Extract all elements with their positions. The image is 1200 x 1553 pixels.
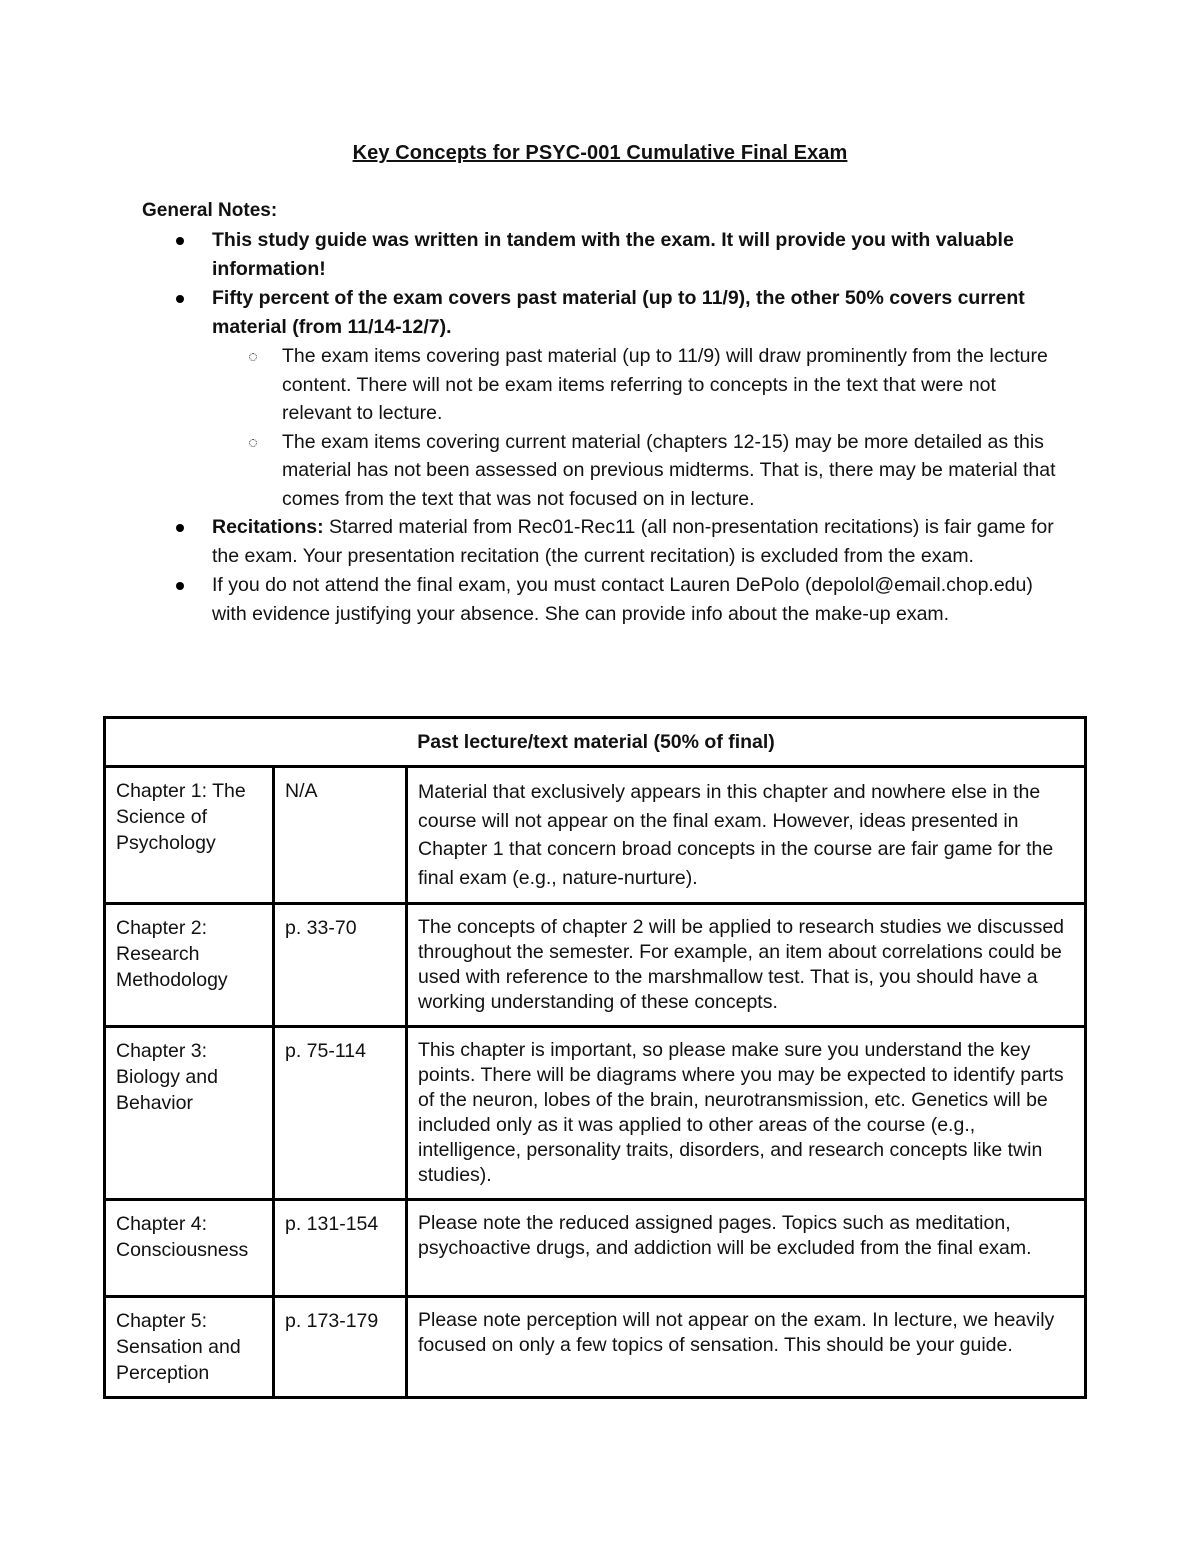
sub-bullet-icon bbox=[249, 353, 257, 361]
notes-cell: Please note perception will not appear on the exam. In lecture, we heavily focused on only a few topics of sensation. This should be your guide. bbox=[407, 1297, 1086, 1398]
chapter-cell: Chapter 5: Sensation and Perception bbox=[105, 1297, 274, 1398]
sub-item-current-material bbox=[212, 428, 1062, 514]
past-material-table bbox=[103, 716, 1087, 1399]
bullet-icon bbox=[176, 524, 184, 532]
pages-cell: p. 33-70 bbox=[274, 904, 407, 1027]
recitations-label: Recitations: bbox=[212, 516, 324, 538]
general-notes-heading: General Notes: bbox=[142, 200, 278, 221]
table-row bbox=[105, 904, 1086, 1027]
sub-note-text: The exam items covering current material (chapters 12-15) may be more detailed as this material has not been assessed on previous midterms. That is, there may be material that comes from the text that was not focused on in lecture. bbox=[282, 430, 1056, 510]
table-row bbox=[105, 1297, 1086, 1398]
notes-cell: The concepts of chapter 2 will be applied to research studies we discussed throughout the semester. For example, an item about correlations could be used with reference to the marshmallow test. That is, you should have a working understanding of these concepts. bbox=[407, 904, 1086, 1027]
note-text: Fifty percent of the exam covers past material (up to 11/9), the other 50% covers current material (from 11/14-12/7). bbox=[212, 287, 1025, 338]
bullet-icon bbox=[176, 582, 184, 590]
note-text: If you do not attend the final exam, you must contact Lauren DePolo (depolol@email.chop.edu) with evidence justifying your absence. She can provide info about the make-up exam. bbox=[212, 574, 1033, 625]
pages-cell: p. 131-154 bbox=[274, 1200, 407, 1297]
pages-cell: N/A bbox=[274, 767, 407, 904]
general-notes-list bbox=[142, 226, 1062, 629]
note-item-recitations bbox=[142, 513, 1062, 571]
chapter-cell: Chapter 1: The Science of Psychology bbox=[105, 767, 274, 904]
sub-bullet-icon bbox=[249, 439, 257, 447]
table-header: Past lecture/text material (50% of final) bbox=[105, 718, 1086, 767]
table-row bbox=[105, 1200, 1086, 1297]
sub-note-text: The exam items covering past material (up to 11/9) will draw prominently from the lecture content. There will not be exam items referring to concepts in the text that were not relevant to lecture. bbox=[282, 345, 1048, 424]
note-text: Starred material from Rec01-Rec11 (all non-presentation recitations) is fair game for the exam. Your presentation recitation (the current recitation) is excluded from the exam. bbox=[212, 516, 1054, 567]
chapter-cell: Chapter 3: Biology and Behavior bbox=[105, 1027, 274, 1200]
bullet-icon bbox=[176, 237, 184, 245]
table-row bbox=[105, 767, 1086, 904]
notes-cell: Material that exclusively appears in this chapter and nowhere else in the course will not appear on the final exam. However, ideas presented in Chapter 1 that concern broad concepts in the course are fair game for the final exam (e.g., nature-nurture). bbox=[407, 767, 1086, 904]
document-title: Key Concepts for PSYC-001 Cumulative Final Exam bbox=[352, 142, 848, 164]
note-item-study-guide bbox=[142, 226, 1062, 284]
notes-cell: This chapter is important, so please make sure you understand the key points. There will be diagrams where you may be expected to identify parts of the neuron, lobes of the brain, neurotransmission, etc. Genetics will be included only as it was applied to other areas of the course (e.g., intelligence, personality traits, disorders, and research concepts like twin studies). bbox=[407, 1027, 1086, 1200]
exam-split-sublist bbox=[212, 342, 1062, 513]
table-row bbox=[105, 1027, 1086, 1200]
pages-cell: p. 75-114 bbox=[274, 1027, 407, 1200]
chapter-cell: Chapter 4: Consciousness bbox=[105, 1200, 274, 1297]
note-item-absence bbox=[142, 571, 1062, 629]
pages-cell: p. 173-179 bbox=[274, 1297, 407, 1398]
bullet-icon bbox=[176, 295, 184, 303]
note-text: This study guide was written in tandem with the exam. It will provide you with valuable information! bbox=[212, 229, 1014, 280]
chapter-cell: Chapter 2: Research Methodology bbox=[105, 904, 274, 1027]
note-item-exam-split bbox=[142, 284, 1062, 513]
sub-item-past-material bbox=[212, 342, 1062, 428]
notes-cell: Please note the reduced assigned pages. Topics such as meditation, psychoactive drugs, and addiction will be excluded from the final exam. bbox=[407, 1200, 1086, 1297]
